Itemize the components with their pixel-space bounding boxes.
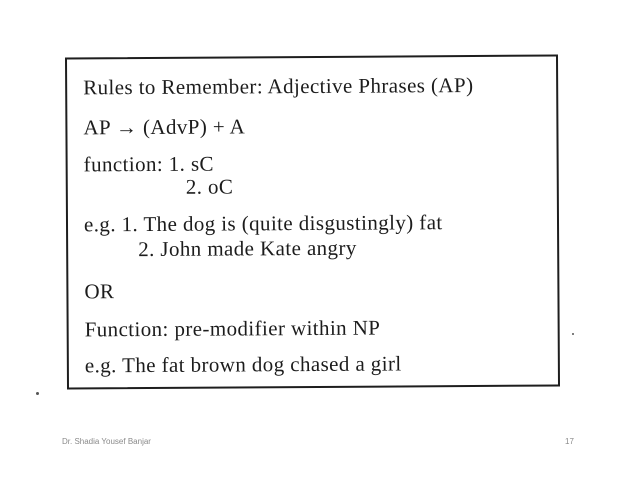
scan-speck	[572, 333, 574, 335]
or-label: OR	[84, 279, 115, 304]
rules-title: Rules to Remember: Adjective Phrases (AP)	[83, 73, 474, 100]
example-premodifier: e.g. The fat brown dog chased a girl	[84, 351, 402, 378]
function-line-1: function: 1. sC	[83, 151, 214, 177]
footer-author: Dr. Shadia Yousef Banjar	[62, 437, 151, 446]
scanned-rules-box	[65, 54, 560, 389]
scan-speck	[36, 392, 39, 395]
example-line-1: e.g. 1. The dog is (quite disgustingly) fat	[83, 210, 443, 237]
page-number: 17	[565, 437, 574, 446]
ap-rule: AP → (AdvP) + A	[83, 114, 246, 140]
example-line-2: 2. John made Kate angry	[138, 235, 357, 262]
function-premodifier: Function: pre-modifier within NP	[84, 315, 381, 342]
function-line-2: 2. oC	[185, 174, 234, 199]
